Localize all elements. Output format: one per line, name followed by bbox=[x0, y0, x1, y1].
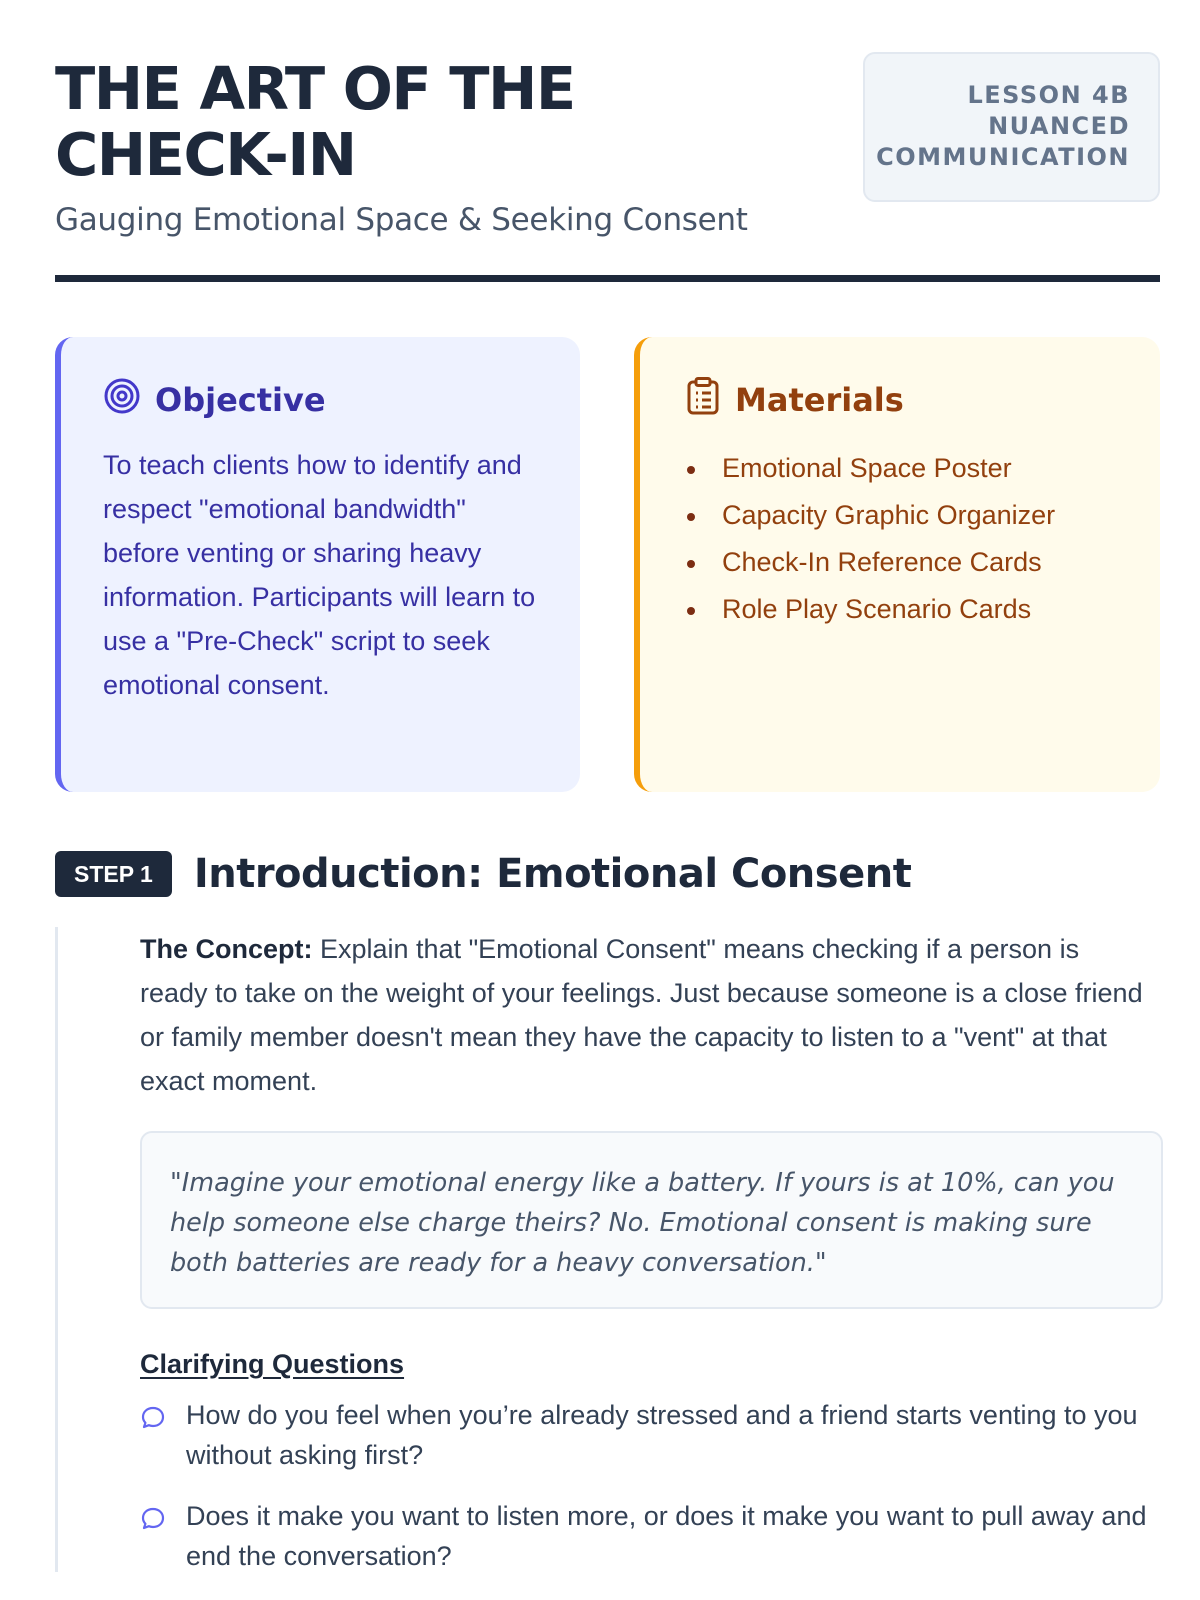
header-divider bbox=[55, 275, 1160, 282]
step-title: Introduction: Emotional Consent bbox=[193, 851, 912, 897]
question-item bbox=[140, 1496, 1163, 1576]
lesson-badge bbox=[863, 52, 1160, 202]
lesson-badge-line: NUANCED bbox=[988, 112, 1130, 140]
objective-heading-label: Objective bbox=[155, 381, 326, 419]
objective-card bbox=[55, 337, 580, 792]
materials-item: Check-In Reference Cards bbox=[680, 539, 1055, 586]
concept-label: The Concept: bbox=[140, 934, 313, 964]
lesson-page bbox=[55, 0, 1160, 1600]
materials-heading bbox=[685, 377, 904, 423]
step-1-heading bbox=[55, 851, 911, 897]
objective-heading bbox=[103, 377, 326, 423]
clarifying-questions-list bbox=[140, 1395, 1163, 1597]
concept-paragraph bbox=[140, 927, 1150, 1103]
question-text: Does it make you want to listen more, or does it make you want to pull away and end the conversation? bbox=[186, 1501, 1147, 1571]
question-item bbox=[140, 1395, 1163, 1475]
concept-text: Explain that "Emotional Consent" means checking if a person is ready to take on the weight of your feelings. Just because someone is a close friend or family member doesn't mean they have the capacity to listen to a "vent" at that exact moment. bbox=[140, 934, 1143, 1096]
lesson-badge-line: LESSON 4B bbox=[967, 81, 1130, 109]
question-text: How do you feel when you’re already stressed and a friend starts venting to you without asking first? bbox=[186, 1400, 1138, 1470]
target-icon bbox=[103, 377, 155, 423]
page-title: THE ART OF THE CHECK-IN bbox=[55, 54, 575, 189]
page-subtitle: Gauging Emotional Space & Seeking Consent bbox=[55, 202, 748, 238]
step-badge: STEP 1 bbox=[55, 851, 172, 897]
battery-quote: "Imagine your emotional energy like a battery. If yours is at 10%, can you help someone else charge theirs? No. Emotional consent is making sure both batteries are ready for a heavy conversation." bbox=[140, 1131, 1163, 1309]
materials-card bbox=[634, 337, 1160, 792]
objective-text: To teach clients how to identify and respect "emotional bandwidth" before venting or sharing heavy information. Participants will learn to use a "Pre-Check" script to seek emotional consent. bbox=[103, 450, 536, 700]
page-header bbox=[55, 52, 1160, 282]
materials-list bbox=[680, 445, 1055, 633]
clarifying-questions-heading: Clarifying Questions bbox=[140, 1349, 405, 1379]
materials-item: Role Play Scenario Cards bbox=[680, 586, 1055, 633]
materials-item: Capacity Graphic Organizer bbox=[680, 492, 1055, 539]
materials-heading-label: Materials bbox=[735, 381, 904, 419]
materials-item: Emotional Space Poster bbox=[680, 445, 1055, 492]
lesson-badge-line: COMMUNICATION bbox=[876, 143, 1130, 171]
step-1-body bbox=[55, 927, 1160, 1572]
clipboard-icon bbox=[685, 377, 735, 423]
